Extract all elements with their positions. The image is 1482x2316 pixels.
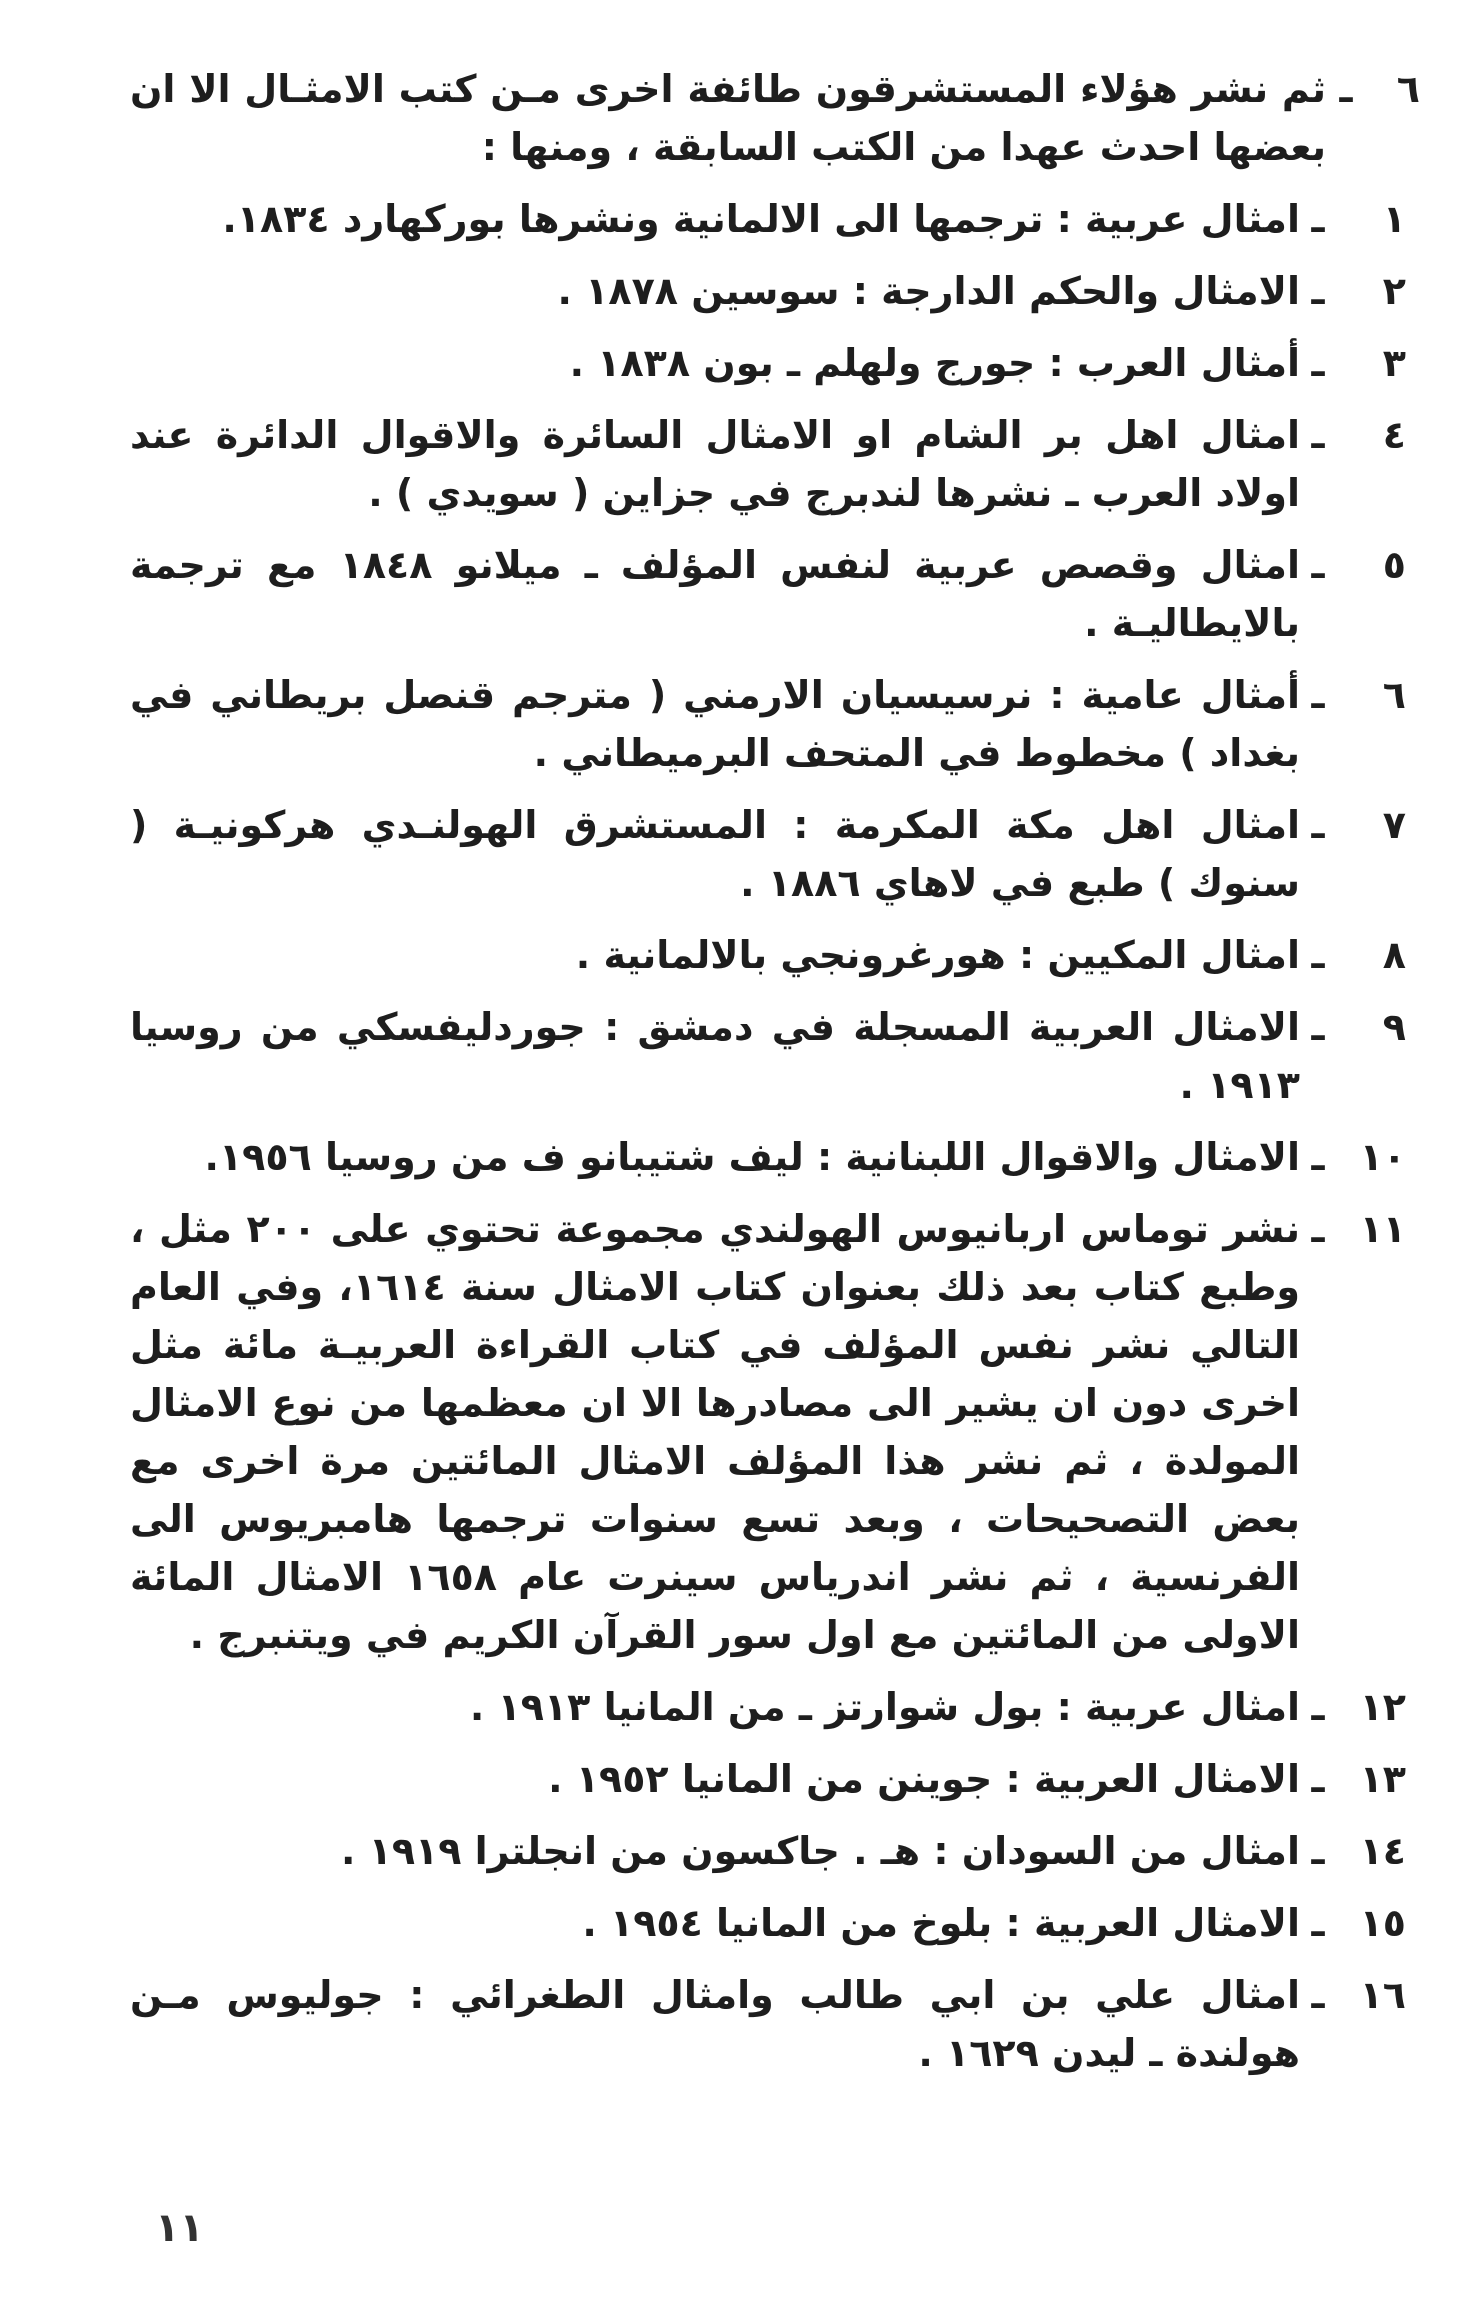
item-text: امثال علي بن ابي طالب وامثال الطغرائي : جوليوس مـن هولندة ـ ليدن ١٦٢٩ .	[130, 1973, 1300, 2075]
item-dash: ـ	[1311, 413, 1325, 457]
item-number: ٥	[1382, 543, 1406, 587]
intro-text: ثم نشر هؤلاء المستشرقون طائفة اخرى مـن كتب الامثـال الا ان بعضها احدث عهدا من الكتب السابقة ، ومنها :	[130, 67, 1326, 169]
item-number: ١٤	[1359, 1829, 1406, 1873]
item-text: امثال وقصص عربية لنفس المؤلف ـ ميلانو ١٨٤٨ مع ترجمة بالايطاليـة .	[130, 543, 1300, 645]
item-number: ١٥	[1359, 1901, 1406, 1945]
item-text: امثال عربية : بول شوارتز ـ من المانيا ١٩١٣ .	[469, 1685, 1300, 1729]
item-number: ١٦	[1359, 1973, 1406, 2017]
item-dash: ـ	[1311, 543, 1325, 587]
item-dash: ـ	[1311, 1207, 1325, 1251]
item-dash: ـ	[1311, 1901, 1325, 1945]
list-item	[130, 926, 1420, 984]
list-item	[130, 998, 1420, 1114]
list-item	[130, 1750, 1420, 1808]
item-number: ١١	[1359, 1207, 1406, 1251]
item-text: أمثال العرب : جورج ولهلم ـ بون ١٨٣٨ .	[569, 341, 1300, 385]
item-text: امثال عربية : ترجمها الى الالمانية ونشرها بوركهارد ١٨٣٤.	[222, 197, 1300, 241]
list-item	[130, 536, 1420, 652]
list-item	[130, 406, 1420, 522]
item-number: ١٢	[1359, 1685, 1406, 1729]
item-dash: ـ	[1311, 1973, 1325, 2017]
document-page	[130, 60, 1420, 2096]
item-dash: ـ	[1311, 1829, 1325, 1873]
item-dash: ـ	[1311, 1757, 1325, 1801]
list-item	[130, 666, 1420, 782]
item-number: ٧	[1382, 803, 1406, 847]
item-text: أمثال عامية : نرسيسيان الارمني ( مترجم قنصل بريطاني في بغداد ) مخطوط في المتحف البرميطاني .	[130, 673, 1300, 775]
item-text: امثال من السودان : هـ . جاكسون من انجلترا ١٩١٩ .	[340, 1829, 1300, 1873]
item-text: الامثال العربية : بلوخ من المانيا ١٩٥٤ .	[582, 1901, 1300, 1945]
item-text: امثال اهل مكة المكرمة : المستشرق الهولنـدي هركونيـة ( سنوك ) طبع في لاهاي ١٨٨٦ .	[130, 803, 1300, 905]
item-number: ١٠	[1359, 1135, 1406, 1179]
item-dash: ـ	[1311, 1135, 1325, 1179]
item-number: ٤	[1382, 413, 1406, 457]
list-item	[130, 190, 1420, 248]
item-number: ٨	[1382, 933, 1406, 977]
item-dash: ـ	[1311, 269, 1325, 313]
item-text: امثال المكيين : هورغرونجي بالالمانية .	[575, 933, 1300, 977]
item-number: ٩	[1382, 1005, 1406, 1049]
item-number: ٣	[1382, 341, 1406, 385]
item-text: الامثال والحكم الدارجة : سوسين ١٨٧٨ .	[557, 269, 1300, 313]
item-dash: ـ	[1311, 803, 1325, 847]
list-item	[130, 1678, 1420, 1736]
list-item	[130, 1966, 1420, 2082]
list-item	[130, 796, 1420, 912]
item-dash: ـ	[1311, 341, 1325, 385]
item-text: الامثال العربية المسجلة في دمشق : جوردليفسكي من روسيا ١٩١٣ .	[130, 1005, 1300, 1107]
item-dash: ـ	[1311, 1685, 1325, 1729]
item-number: ١	[1382, 197, 1406, 241]
item-number: ١٣	[1359, 1757, 1406, 1801]
proverbs-book-list	[130, 190, 1420, 2082]
item-text: امثال اهل بر الشام او الامثال السائرة والاقوال الدائرة عند اولاد العرب ـ نشرها لندبرج في جزاين ( سويدي ) .	[130, 413, 1300, 515]
intro-dash: ـ	[1339, 67, 1353, 111]
item-dash: ـ	[1311, 933, 1325, 977]
item-number: ٦	[1382, 673, 1406, 717]
item-dash: ـ	[1311, 197, 1325, 241]
item-dash: ـ	[1311, 1005, 1325, 1049]
intro-number: ٦	[1396, 67, 1420, 111]
list-item	[130, 262, 1420, 320]
item-text: نشر توماس اربانيوس الهولندي مجموعة تحتوي على ٢٠٠ مثل ، وطبع كتاب بعد ذلك بعنوان كتاب الامثال سنة ١٦١٤، وفي العام التالي نشر نفس المؤلف في كتاب القراءة العربيـة مائة مثل اخرى دون ان يشير الى مصادرها الا ان معظمها من نوع الامثال المولدة ، ثم نشر هذا المؤلف الامثال المائتين مرة اخرى مع بعض التصحيحات ، وبعد تسع سنوات ترجمها هامبريوس الى الفرنسية ، ثم نشر اندرياس سينرت عام ١٦٥٨ الامثال المائة الاولى من المائتين مع اول سور القرآن الكريم في ويتنبرج .	[130, 1207, 1300, 1657]
list-item	[130, 1894, 1420, 1952]
item-text: الامثال والاقوال اللبنانية : ليف شتيبانو ف من روسيا ١٩٥٦.	[204, 1135, 1300, 1179]
list-item	[130, 334, 1420, 392]
item-dash: ـ	[1311, 673, 1325, 717]
intro-paragraph	[130, 60, 1420, 176]
item-text: الامثال العربية : جوينن من المانيا ١٩٥٢ .	[548, 1757, 1300, 1801]
list-item	[130, 1822, 1420, 1880]
list-item	[130, 1128, 1420, 1186]
item-number: ٢	[1382, 269, 1406, 313]
list-item	[130, 1200, 1420, 1664]
page-number: ١١	[155, 2205, 204, 2251]
